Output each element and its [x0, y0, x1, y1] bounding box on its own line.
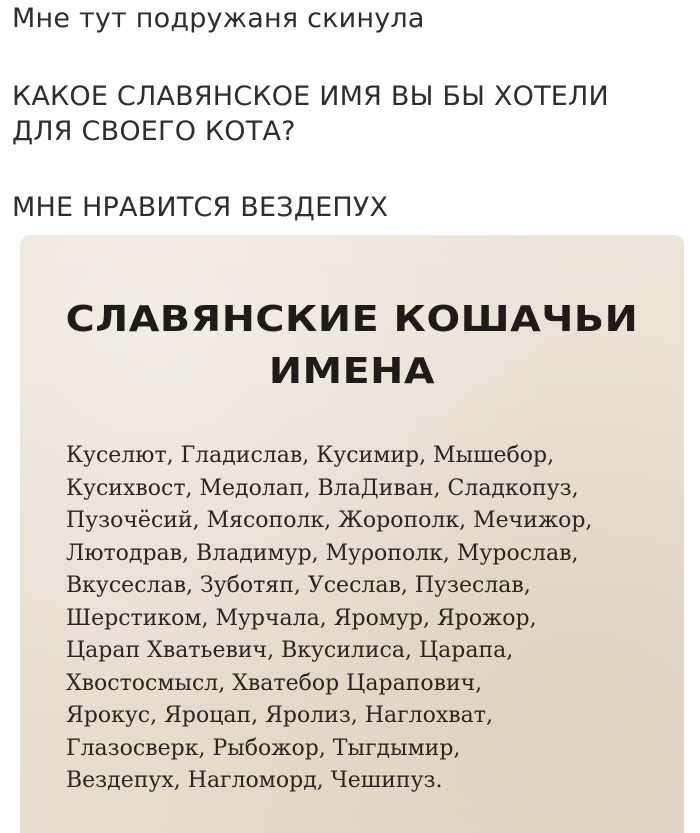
names-list: [66, 440, 676, 798]
names-line: Глазосверк, Рыбожор, Тыгдымир,: [66, 735, 461, 761]
names-line: Хвостосмысл, Хватебор Царапович,: [66, 670, 483, 696]
names-line: Куселют, Гладислав, Кусимир, Мышебор,: [66, 443, 555, 468]
cat-names-image: [20, 235, 684, 833]
names-line: Шерстиком, Мурчала, Яромур, Ярожор,: [66, 605, 537, 631]
card-title-line-2: ИМЕНА: [268, 351, 436, 392]
post-question-line-2: ДЛЯ СВОЕГО КОТА?: [12, 116, 296, 147]
names-line: Лютодрав, Владимур, Муροполк, Мурослав,: [66, 540, 579, 566]
names-line: Ярокус, Яроцап, Яролиз, Наглохват,: [66, 703, 493, 728]
names-line: Кусихвост, Медолап, ВлаДиван, Сладкопуз,: [66, 475, 579, 501]
names-line: Вездепух, Нагломорд, Чешипуз.: [66, 768, 443, 793]
names-line: Пузочёсий, Мясополк, Жорополк, Мечижор,: [66, 508, 593, 533]
names-line: Царап Хватьевич, Вкусилиса, Царапа,: [66, 638, 514, 663]
post-answer-line: МНЕ НРАВИТСЯ ВЕЗДЕПУХ: [12, 192, 389, 223]
card-title-line-1: СЛАВЯНСКИЕ КОШАЧЬИ: [65, 299, 639, 340]
post-question-line-1: КАКОЕ СЛАВЯНСКОЕ ИМЯ ВЫ БЫ ХОТЕЛИ: [12, 81, 609, 112]
names-line: Вкусеслав, Зуботяп, Усеслав, Пузеслав,: [66, 573, 531, 598]
post-intro-line: Мне тут подружаня скинула: [12, 3, 425, 34]
